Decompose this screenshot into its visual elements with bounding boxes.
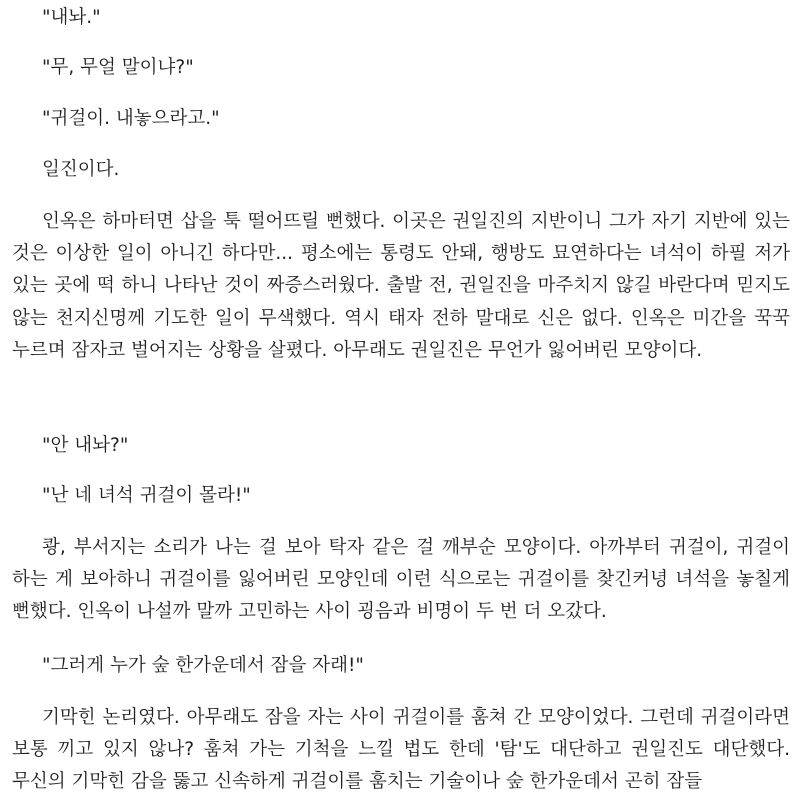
dialogue-line: "내놔." xyxy=(42,7,101,28)
dialogue-line: "귀걸이. 내놓으라고." xyxy=(42,108,220,129)
dialogue-line: "난 네 녀석 귀걸이 몰라!" xyxy=(42,485,251,506)
narration-paragraph: 쾅, 부서지는 소리가 나는 걸 보아 탁자 같은 걸 깨부순 모양이다. 아까부터 귀걸이, 귀걸이 하는 게 보아하니 귀걸이를 잃어버린 모양인데 이런 식으로는 귀걸이를 찾긴커녕 녀석을 놓칠게 뻔했다. 인옥이 나설까 말까 고민하는 사이 굉음과 비명이 두 번 더 오갔다. xyxy=(12,537,790,623)
dialogue-line: "그러게 누가 숲 한가운데서 잠을 자래!" xyxy=(42,655,364,676)
dialogue-line: 일진이다. xyxy=(42,159,120,180)
narration-paragraph: 인옥은 하마터면 삽을 툭 떨어뜨릴 뻔했다. 이곳은 권일진의 지반이니 그가 자기 지반에 있는 것은 이상한 일이 아니긴 하다만... 평소에는 통령도 안돼, 행방도 묘연하다는 녀석이 하필 저가 있는 곳에 떡 하니 나타난 것이 짜증스러웠다. 출발 전, 권일진을 마주치지 않길 바란다며 믿지도 않는 천지신명께 기도한 일이 무색했다. 역시 태자 전하 말대로 신은 없다. 인옥은 미간을 꾹꾹 누르며 잠자코 벌어지는 상황을 살폈다. 아무래도 권일진은 무언가 잃어버린 모양이다. xyxy=(12,211,790,361)
dialogue-line: "안 내놔?" xyxy=(42,435,129,456)
narration-paragraph: 기막힌 논리였다. 아무래도 잠을 자는 사이 귀걸이를 훔쳐 간 모양이었다. 그런데 귀걸이라면 보통 끼고 있지 않나? 훔쳐 가는 기척을 느낄 법도 한데 '탐'도 대단하고 권일진도 대단했다. 무신의 기막힌 감을 뚫고 신속하게 귀걸이를 훔치는 기술이나 숲 한가운데서 곤히 잠들 xyxy=(12,707,790,793)
dialogue-line: "무, 무얼 말이냐?" xyxy=(42,57,194,78)
